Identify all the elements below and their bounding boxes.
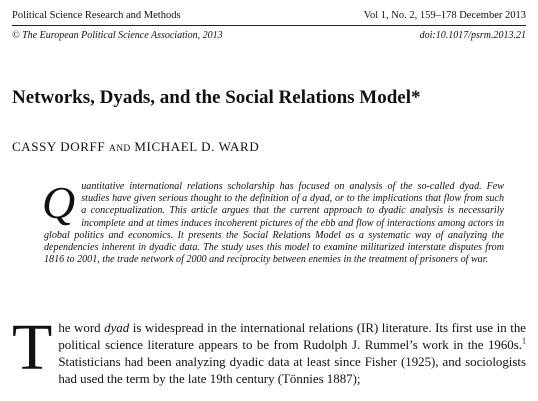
- issue-info: Vol 1, No. 2, 159–178 December 2013: [363, 10, 526, 21]
- body-text-part3: Statisticians had been analyzing dyadic data at least since Fisher (1925), and sociologists had used the term by the late 19th century (Tönnies 1887);: [58, 355, 526, 386]
- running-header: [12, 9, 526, 22]
- article-title: Networks, Dyads, and the Social Relations Model*: [12, 87, 421, 108]
- author-ward: MICHAEL D. WARD: [134, 139, 260, 154]
- copyright-notice: © The European Political Science Association, 2013: [12, 30, 223, 41]
- doi-link[interactable]: doi:10.1017/psrm.2013.21: [419, 30, 526, 41]
- author-dorff: CASSY DORFF: [12, 139, 106, 154]
- abstract-drop-cap: Q: [42, 177, 76, 228]
- abstract: [42, 177, 504, 266]
- journal-name: Political Science Research and Methods: [12, 10, 181, 21]
- author-line: [12, 139, 259, 155]
- body-drop-cap: T: [12, 311, 53, 384]
- body-text-part1: he word: [58, 321, 105, 335]
- body-text-part2: is widespread in the international relations (IR) literature. Its first use in the political science literature appears to be from Rudolph J. Rummel’s work in the 1960s.: [58, 321, 526, 352]
- body-italic-term: dyad: [104, 321, 130, 335]
- footnote-marker[interactable]: 1: [522, 336, 526, 346]
- header-rule: [12, 25, 526, 26]
- author-conjunction: AND: [109, 144, 131, 154]
- body-paragraph: [12, 311, 526, 388]
- publication-meta: [12, 29, 526, 42]
- abstract-text: uantitative international relations scholarship has focused on analysis of the so-called dyad. Few studies have given serious thought to the definition of a dyad, or to the implications that flow from such a conceptualization. This article argues that the current approach to dyadic analysis is necessarily incomplete and at times induces incoherent pictures of the ebb and flow of interactions among actors in global politics and economics. It presents the Social Relations Model as a systematic way of analyzing the dependencies inherent in dyadic data. The study uses this model to examine militarized interstate disputes from 1816 to 2001, the trade network of 2000 and reciprocity between enemies in the treatment of prisoners of war.: [44, 181, 504, 266]
